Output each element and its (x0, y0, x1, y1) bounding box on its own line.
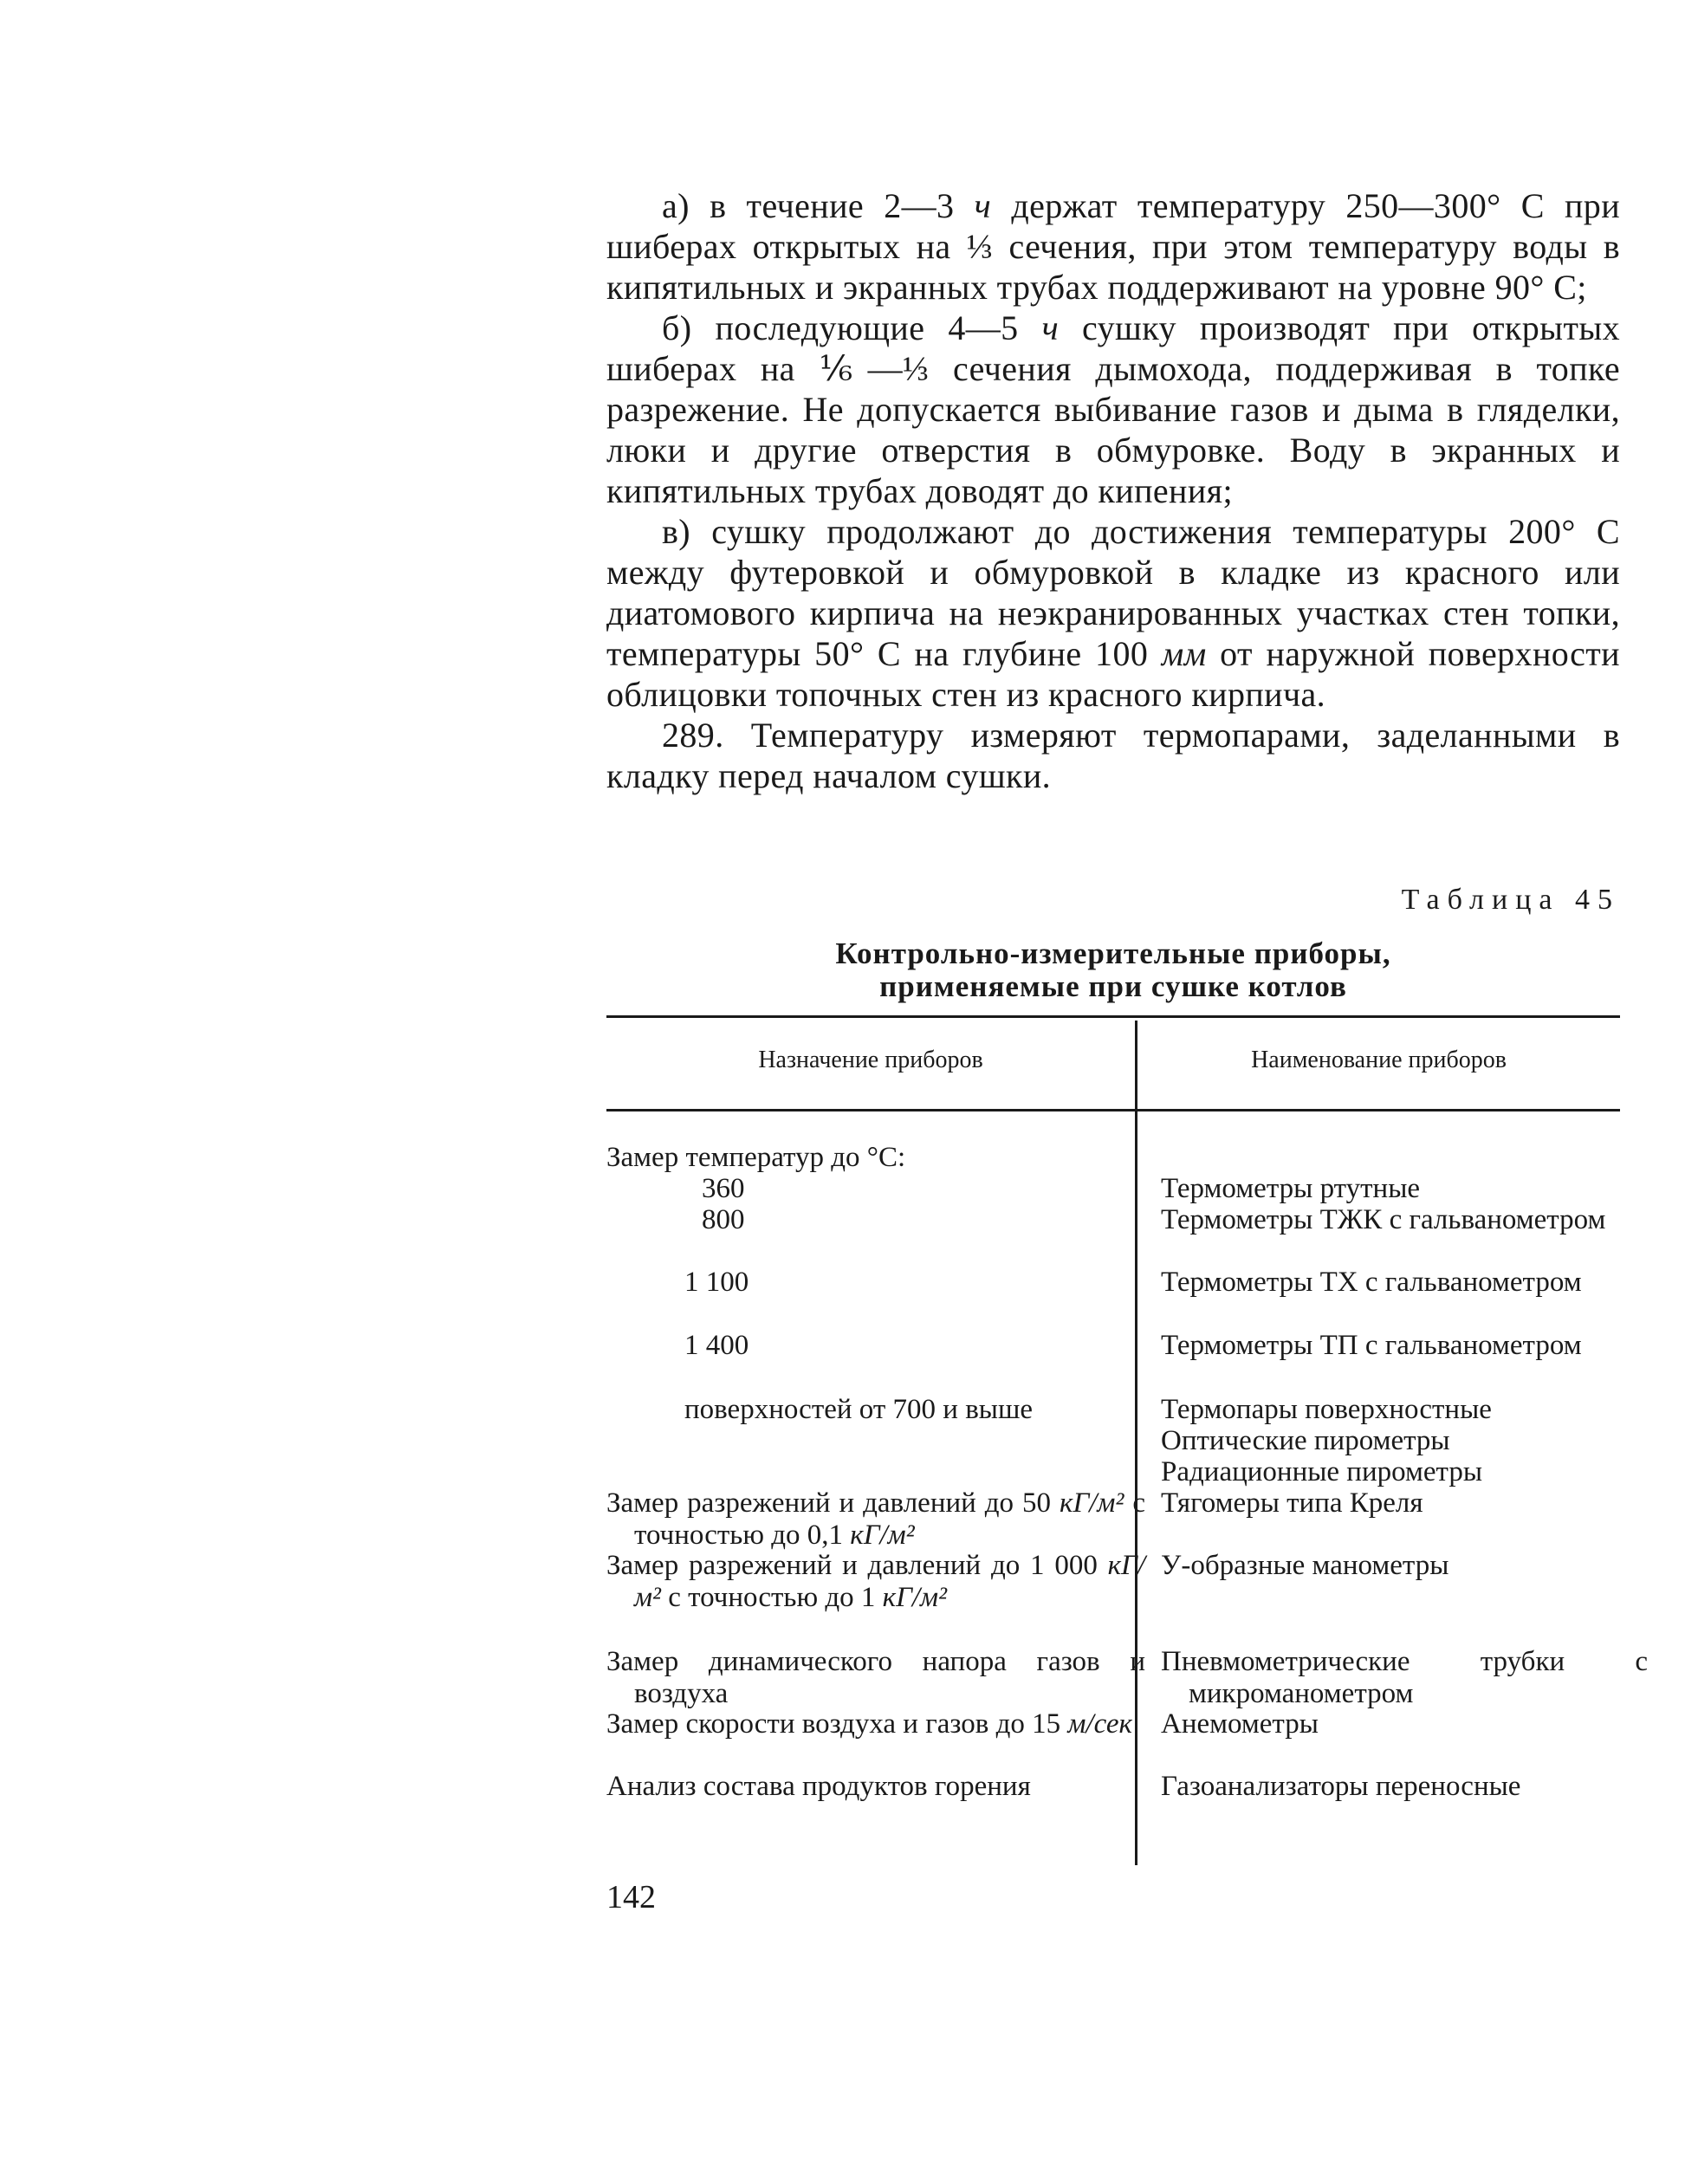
row-vacuum-1000: Замер разрежений и давлений до 1 000 кГ/м² с точностью до 1 кГ/м² (606, 1550, 1145, 1613)
paragraph-a: а) в течение 2—3 ч держат температуру 250—300° С при шиберах открытых на ⅓ сечения, при этом температуру воды в кипятильных и экранных трубах поддерживают на уровне 90° С; (606, 186, 1620, 307)
col1-header: Назначение приборов (758, 1047, 983, 1073)
row-combustion-analysis: Анализ состава продуктов горения (606, 1771, 1031, 1802)
row-surface: поверхностей от 700 и выше (684, 1394, 1034, 1425)
col2-header: Наименование приборов (1251, 1047, 1507, 1073)
row-t800-device: Термометры ТЖК с гальванометром (1161, 1204, 1606, 1235)
paragraph-v: в) сушку продолжают до достижения температуры 200° С между футеровкой и обмуровкой в кладке из красного или диатомового кирпича на неэкранированных участках стен топки, температуры 50° С на глубине 100 мм от наружной поверхности облицовки топочных стен из красного кирпича. (606, 512, 1620, 714)
row-combustion-analysis-device: Газоанализаторы переносные (1161, 1771, 1521, 1802)
page-number: 142 (606, 1879, 656, 1915)
row-t360-device: Термометры ртутные (1161, 1173, 1421, 1204)
row-vacuum-50: Замер разрежений и давлений до 50 кГ/м² с точностью до 0,1 кГ/м² (606, 1487, 1145, 1551)
header-bottom-rule (606, 1109, 1620, 1111)
body-text (606, 185, 1620, 796)
table-caption: Таблица 45 (1401, 884, 1620, 916)
row-dynamic-pressure: Замер динамического напора газов и воздуха (606, 1646, 1145, 1709)
row-vacuum-50-device: Тягомеры типа Креля (1161, 1487, 1423, 1519)
row-surface-device-3: Радиационные пирометры (1161, 1456, 1483, 1487)
row-t1100: 1 100 (684, 1267, 749, 1298)
row-t1400: 1 400 (684, 1330, 749, 1361)
row-surface-device-2: Оптические пирометры (1161, 1425, 1450, 1456)
row-surface-device-1: Термопары поверхностные (1161, 1394, 1492, 1425)
row-dynamic-pressure-device: Пневмометрические трубки с микроманометром (1161, 1646, 1648, 1709)
row-vacuum-1000-device: У-образные манометры (1161, 1550, 1449, 1581)
row-temp-group: Замер температур до °С: (606, 1142, 906, 1173)
table-top-rule (606, 1015, 1620, 1018)
paragraph-b: б) последующие 4—5 ч сушку производят при открытых шиберах на ⅙—⅓ сечения дымохода, поддерживая в топке разрежение. Не допускается выбивание газов и дыма в гляделки, люки и другие отверстия в обмуровке. Воду в экранных и кипятильных трубах доводят до кипения; (606, 308, 1620, 510)
row-t360: 360 (702, 1173, 745, 1204)
row-t1100-device: Термометры ТХ с гальванометром (1161, 1267, 1582, 1298)
table-title: Контрольно-измерительные приборы, применяемые при сушке котлов (835, 936, 1391, 1003)
row-air-speed-device: Анемометры (1161, 1708, 1319, 1740)
paragraph-289: 289. Температуру измеряют термопарами, заделанными в кладку перед началом сушки. (606, 716, 1620, 795)
row-t1400-device: Термометры ТП с гальванометром (1161, 1330, 1582, 1361)
row-t800: 800 (702, 1204, 745, 1235)
row-air-speed: Замер скорости воздуха и газов до 15 м/сек (606, 1708, 1132, 1740)
